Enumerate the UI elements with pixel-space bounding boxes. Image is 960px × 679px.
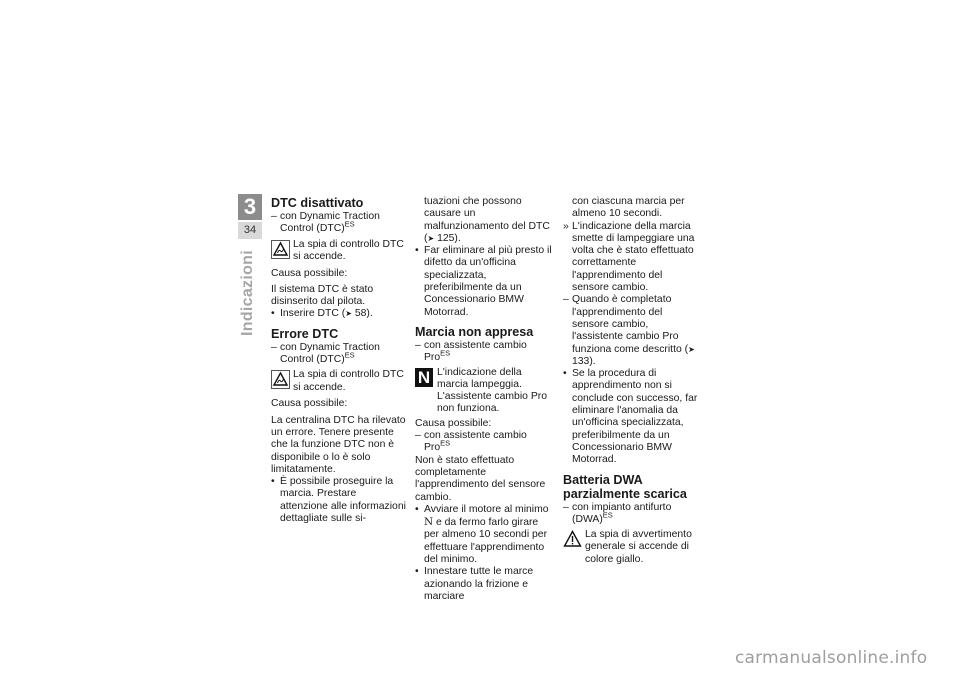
column-1: [271, 196, 407, 525]
heading-dwa-battery: Batteria DWA parzialmente scarica: [563, 472, 687, 501]
cause-text: La centralina DTC ha rilevato un errore. Tenere presente che la funzione DTC non è disponibile o lo è solo limitatamente.: [271, 414, 406, 475]
equipment-item: – con assistente cambio Pro$^{ES}$: [415, 339, 527, 364]
cause-label: Causa possibile:: [271, 398, 348, 410]
chapter-sidebar: [238, 194, 264, 239]
bullet-item: • Avviare il motore al minimo N e da fermo farlo girare per almeno 10 secondi per effettuare l'apprendimento del minimo.: [415, 503, 549, 566]
cause-label: Causa possibile:: [415, 417, 492, 429]
heading-dtc-off: DTC disattivato: [271, 196, 364, 210]
bullet-item: • Innestare tutte le marce azionando la frizione e marciare: [415, 566, 534, 602]
warning-note: La spia di avvertimento generale si accende di colore giallo.: [563, 529, 701, 566]
warning-note: La spia di controllo DTC si accende.: [271, 369, 407, 395]
dash-item: – Quando è completato l'apprendimento del sensore cambio, l'assistente cambio Pro funziona come descritto (➤ 133).: [563, 294, 695, 367]
watermark: carmanualsonline.info: [735, 648, 928, 668]
warning-note: La spia di controllo DTC si accende.: [271, 239, 407, 265]
page-ref-arrow-icon: ➤: [427, 233, 435, 243]
bullet-item: • È possibile proseguire la marcia. Prestare attenzione alle informazioni dettagliate sulle si-: [271, 476, 406, 525]
cause-label: Causa possibile:: [271, 267, 348, 279]
heading-dtc-error: Errore DTC: [271, 326, 339, 341]
continued-text: tuazioni che possono causare un malfunzionamento del DTC (➤ 125).: [424, 196, 550, 244]
cause-text: Non è stato effettuato completamente l'apprendimento del sensore cambio.: [415, 454, 546, 503]
equipment-item: – con impianto antifurto (DWA)$^{ES}$: [563, 501, 672, 525]
bullet-item: • Se la procedura di apprendimento non si conclude con successo, far eliminare l'anomalia da un'officina specializzata, preferibilmente da un Concessionario BMW Motorrad.: [563, 368, 698, 466]
section-title: Indicazioni: [239, 250, 256, 336]
heading-gear-not-learned: Marcia non appresa: [415, 324, 534, 339]
dtc-warning-icon: [271, 370, 290, 389]
bullet-item: • Far eliminare al più presto il difetto da un'officina specializzata, preferibilmente da un Concessionario BMW Motorrad.: [415, 245, 552, 318]
cause-text: Il sistema DTC è stato disinserito dal pilota.: [271, 283, 374, 308]
continued-text: con ciascuna marcia per almeno 10 secondi.: [572, 196, 685, 220]
gear-indicator-note: N L'indicazione della marcia lampeggia. L'assistente cambio Pro non funziona.: [415, 367, 553, 416]
neutral-gear-icon: N: [415, 368, 433, 387]
column-3: [563, 196, 701, 569]
equipment-item: – con assistente cambio Pro$^{ES}$: [415, 430, 527, 454]
chapter-number: 3: [238, 194, 262, 220]
page-ref-arrow-icon: ➤: [345, 309, 352, 319]
dtc-warning-icon: [271, 240, 290, 259]
column-2: [415, 196, 553, 603]
bullet-item: • Inserire DTC (➤ 58).: [271, 308, 373, 320]
equipment-item: – con Dynamic Traction Control (DTC)$^{ES}$: [271, 341, 380, 366]
result-item: » L'indicazione della marcia smette di lampeggiare una volta che è stato effettuato correttamente l'apprendimento del sensore cambio.: [563, 220, 695, 294]
equipment-item: – con Dynamic Traction Control (DTC)$^{ES}$: [271, 211, 380, 235]
page-number: 34: [238, 222, 262, 239]
page-ref-arrow-icon: ➤: [688, 344, 695, 354]
general-warning-icon: [563, 530, 582, 548]
